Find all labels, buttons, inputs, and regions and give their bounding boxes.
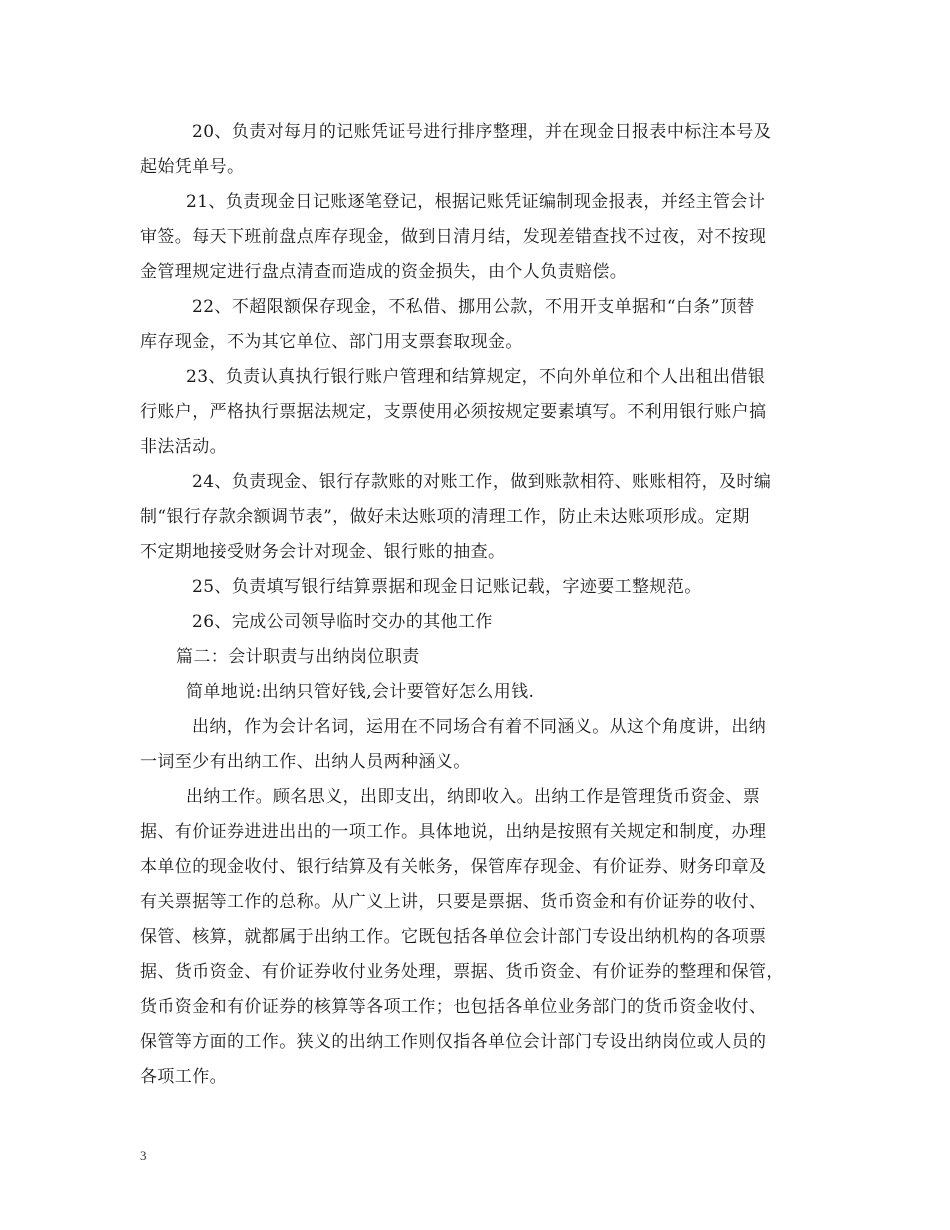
text-line: 26、完成公司领导临时交办的其他工作 <box>192 612 493 632</box>
text-line: 简单地说:出纳只管好钱,会计要管好怎么用钱. <box>186 682 535 702</box>
text-line: 各项工作。 <box>140 1067 227 1087</box>
text-line: 起始凭单号。 <box>140 157 245 177</box>
section-heading: 篇二：会计职责与出纳岗位职责 <box>176 647 420 667</box>
text-line: 21、负责现金日记账逐笔登记，根据记账凭证编制现金报表，并经主管会计 <box>186 192 766 212</box>
page-number: 3 <box>140 1148 147 1163</box>
text-line: 本单位的现金收付、银行结算及有关帐务，保管库存现金、有价证券、财务印章及 <box>140 857 767 877</box>
text-line: 货币资金和有价证券的核算等各项工作；也包括各单位业务部门的货币资金收付、 <box>140 997 767 1017</box>
text-line: 行账户，严格执行票据法规定，支票使用必须按规定要素填写。不利用银行账户搞 <box>140 402 767 422</box>
text-line: 保管等方面的工作。狭义的出纳工作则仅指各单位会计部门专设出纳岗位或人员的 <box>140 1032 767 1052</box>
text-line: 25、负责填写银行结算票据和现金日记账记载，字迹要工整规范。 <box>192 577 702 597</box>
text-line: 据、有价证券进进出出的一项工作。具体地说，出纳是按照有关规定和制度，办理 <box>140 822 767 842</box>
text-line: 24、负责现金、银行存款账的对账工作，做到账款相符、账账相符，及时编 <box>192 472 772 492</box>
text-line: 金管理规定进行盘点清查而造成的资金损失，由个人负责赔偿。 <box>140 262 628 282</box>
text-line: 非法活动。 <box>140 437 227 457</box>
text-line: 20、负责对每月的记账凭证号进行排序整理，并在现金日报表中标注本号及 <box>192 122 772 142</box>
text-line: 出纳，作为会计名词，运用在不同场合有着不同涵义。从这个角度讲，出纳 <box>192 717 767 737</box>
text-line: 一词至少有出纳工作、出纳人员两种涵义。 <box>140 752 471 772</box>
text-line: 22、不超限额保存现金，不私借、挪用公款，不用开支单据和“白条”顶替 <box>192 297 755 317</box>
text-line: 制“银行存款余额调节表”，做好未达账项的清理工作，防止未达账项形成。定期 <box>140 507 750 527</box>
text-line: 审签。每天下班前盘点库存现金，做到日清月结，发现差错查找不过夜，对不按现 <box>140 227 767 247</box>
text-line: 有关票据等工作的总称。从广义上讲，只要是票据、货币资金和有价证券的收付、 <box>140 892 767 912</box>
text-line: 23、负责认真执行银行账户管理和结算规定，不向外单位和个人出租出借银 <box>186 367 766 387</box>
text-line: 库存现金，不为其它单位、部门用支票套取现金。 <box>140 332 523 352</box>
text-line: 不定期地接受财务会计对现金、银行账的抽查。 <box>140 542 506 562</box>
text-line: 出纳工作。顾名思义，出即支出，纳即收入。出纳工作是管理货币资金、票 <box>186 787 761 807</box>
text-line: 据、货币资金、有价证券收付业务处理，票据、货币资金、有价证券的整理和保管， <box>140 962 784 982</box>
text-line: 保管、核算，就都属于出纳工作。它既包括各单位会计部门专设出纳机构的各项票 <box>140 927 767 947</box>
